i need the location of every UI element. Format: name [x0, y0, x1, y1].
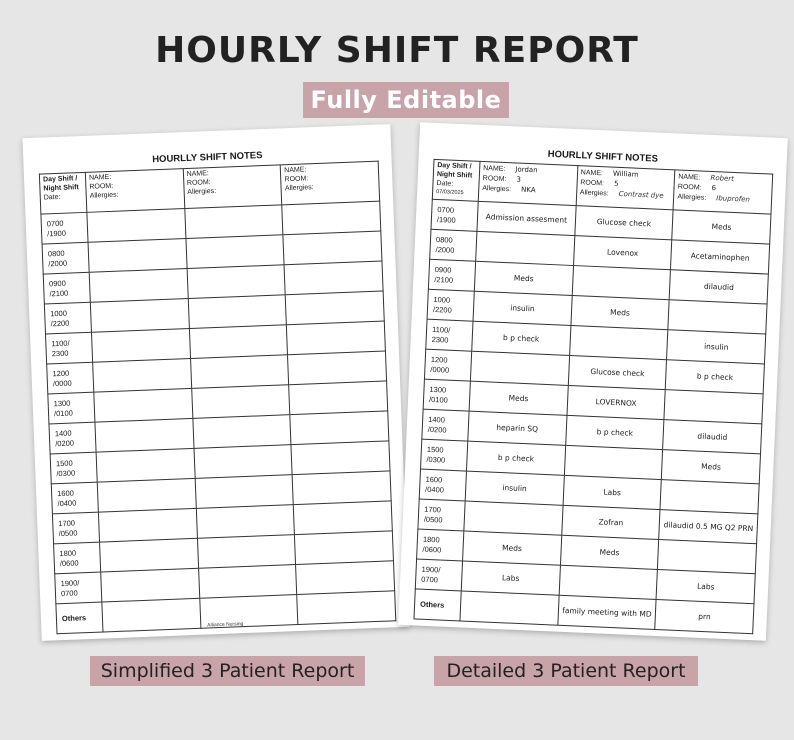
entry-cell[interactable]	[94, 388, 193, 422]
time-label: 0700 /1900	[436, 205, 456, 225]
others-label: Others	[61, 612, 87, 623]
time-label: 0700 /1900	[46, 218, 67, 238]
patient-allergies[interactable]: NKA	[520, 185, 536, 194]
entry-cell[interactable]	[568, 355, 667, 389]
entry-cell[interactable]	[660, 480, 759, 514]
entry-text: dilaudid	[703, 281, 735, 292]
entry-cell[interactable]	[561, 505, 660, 539]
time-cell	[54, 542, 101, 574]
room-label: ROOM:	[580, 179, 605, 188]
entry-text: Lovenox	[606, 247, 639, 258]
patient-header-cell[interactable]	[576, 166, 675, 210]
time-cell	[51, 482, 98, 514]
entry-cell[interactable]	[572, 266, 671, 300]
time-cell	[426, 319, 473, 351]
entry-cell[interactable]	[470, 351, 569, 385]
sheet-title: HOURLLY SHIFT NOTES	[547, 148, 659, 165]
shift-label-1: Day Shift /	[437, 162, 472, 171]
patient-room[interactable]: 6	[711, 183, 717, 192]
entry-cell[interactable]	[575, 206, 674, 240]
time-label: 0800 /2000	[47, 248, 68, 268]
entry-text: Meds	[513, 273, 534, 284]
simplified-grid	[39, 161, 396, 635]
entry-cell[interactable]	[101, 568, 200, 602]
entry-cell[interactable]	[477, 201, 576, 235]
entry-cell[interactable]	[663, 420, 762, 454]
time-cell	[48, 392, 95, 424]
shift-label-2: Night Shift	[43, 183, 79, 193]
others-label: Others	[419, 599, 445, 610]
patient-allergies[interactable]: Contrast dye	[618, 189, 664, 200]
entry-cell[interactable]	[87, 209, 186, 243]
time-cell	[44, 302, 91, 334]
patient-name[interactable]: William	[612, 169, 639, 179]
time-cell	[418, 499, 465, 531]
entry-text: Admission assesment	[485, 211, 568, 225]
entry-cell[interactable]	[100, 538, 199, 572]
entry-cell[interactable]	[292, 471, 391, 505]
entry-text: Meds	[599, 547, 620, 558]
entry-text: insulin	[510, 303, 535, 314]
time-label: 1900/ 0700	[60, 578, 80, 598]
entry-cell[interactable]	[656, 569, 755, 603]
time-cell	[428, 259, 475, 291]
allergies-label: Allergies:	[284, 183, 314, 192]
entry-text: Zofran	[598, 517, 624, 528]
entry-cell[interactable]	[90, 299, 189, 333]
footer-logo: Alliance Nursing	[207, 621, 244, 629]
shift-label-2: Night Shift	[436, 170, 473, 180]
entry-text: Labs	[696, 581, 715, 592]
entry-cell[interactable]	[287, 321, 386, 355]
entry-cell[interactable]	[469, 381, 568, 415]
date-label: Date:	[43, 193, 61, 201]
time-cell	[55, 572, 102, 604]
time-cell	[42, 242, 89, 274]
entry-cell[interactable]	[460, 591, 559, 625]
entry-cell[interactable]	[560, 535, 659, 569]
time-cell	[421, 439, 468, 471]
entry-text: insulin	[703, 341, 729, 352]
shift-header-cell	[39, 172, 87, 214]
time-label: 1600 /0400	[424, 474, 445, 495]
entry-cell[interactable]	[291, 441, 390, 475]
entry-cell[interactable]	[194, 445, 293, 479]
others-cell	[414, 589, 461, 621]
allergies-label: Allergies:	[677, 193, 707, 202]
fully-editable-badge: Fully Editable	[303, 82, 509, 118]
room-label: ROOM:	[677, 183, 702, 192]
entry-cell[interactable]	[565, 415, 664, 449]
time-label: 1400 /0200	[427, 414, 447, 435]
entry-cell[interactable]	[472, 321, 571, 355]
entry-cell[interactable]	[283, 231, 382, 265]
time-cell	[423, 379, 470, 411]
entry-cell[interactable]	[666, 360, 765, 394]
entry-cell[interactable]	[573, 236, 672, 270]
time-label: 1500 /0300	[55, 458, 76, 478]
entry-cell[interactable]	[664, 390, 763, 424]
entry-cell[interactable]	[476, 231, 575, 265]
entry-cell[interactable]	[290, 411, 389, 445]
entry-cell[interactable]	[98, 508, 197, 542]
entry-cell[interactable]	[667, 330, 766, 364]
entry-text: Glucose check	[596, 216, 652, 229]
entry-text: prn	[698, 611, 711, 622]
entry-cell[interactable]	[463, 531, 562, 565]
caption-detailed: Detailed 3 Patient Report	[434, 656, 698, 686]
time-label: 1200 /0000	[430, 355, 450, 375]
time-cell	[43, 272, 90, 304]
time-label: 0800 /2000	[435, 235, 455, 255]
entry-text: b p check	[596, 427, 634, 438]
entry-cell[interactable]	[190, 355, 289, 389]
entry-cell[interactable]	[669, 270, 768, 304]
entry-text: Labs	[501, 573, 520, 583]
entry-cell[interactable]	[294, 501, 393, 535]
allergies-label: Allergies:	[579, 188, 609, 198]
entry-cell[interactable]	[474, 261, 573, 295]
entry-cell[interactable]	[282, 201, 381, 235]
time-cell	[41, 212, 88, 244]
time-label: 1400 /0200	[54, 428, 75, 448]
time-label: 1000 /2200	[50, 308, 70, 328]
entry-cell[interactable]	[295, 531, 394, 565]
entry-cell[interactable]	[191, 385, 290, 419]
entry-text: heparin SQ	[496, 422, 539, 434]
entry-cell[interactable]	[187, 265, 286, 299]
entry-text: Acetaminophen	[690, 250, 750, 263]
entry-cell[interactable]	[193, 415, 292, 449]
entry-cell[interactable]	[658, 540, 757, 574]
entry-cell[interactable]	[288, 351, 387, 385]
entry-cell[interactable]	[668, 300, 767, 334]
shift-label-1: Day Shift /	[42, 175, 78, 184]
entry-cell[interactable]	[197, 535, 296, 569]
entry-cell[interactable]	[461, 561, 560, 595]
patient-room[interactable]: 5	[613, 179, 619, 188]
entry-text: Labs	[603, 487, 622, 498]
entry-text: b p check	[696, 371, 734, 382]
page-title: HOURLY SHIFT REPORT	[155, 30, 639, 71]
time-cell	[430, 229, 477, 261]
entry-cell[interactable]	[662, 450, 761, 484]
entry-cell[interactable]	[659, 510, 758, 544]
entry-cell[interactable]	[571, 295, 670, 329]
entry-text: Meds	[609, 307, 631, 318]
simplified-sheet	[22, 124, 409, 641]
caption-simplified: Simplified 3 Patient Report	[90, 656, 365, 686]
entry-cell[interactable]	[189, 325, 288, 359]
detailed-grid	[413, 159, 773, 634]
entry-text: Meds	[711, 221, 732, 232]
name-label: NAME:	[284, 166, 307, 175]
patient-header-cell[interactable]	[478, 161, 577, 205]
entry-cell[interactable]	[186, 235, 285, 269]
shift-header-cell	[432, 159, 480, 201]
entry-cell[interactable]	[464, 501, 563, 535]
entry-cell[interactable]	[473, 291, 572, 325]
time-label: 1700 /0500	[423, 504, 443, 525]
entry-cell[interactable]	[184, 205, 283, 239]
time-label: 1500 /0300	[426, 444, 446, 465]
allergies-label: Allergies:	[482, 184, 512, 193]
time-label: 1300 /0100	[53, 398, 74, 418]
entry-cell[interactable]	[466, 441, 565, 475]
entry-text: Glucose check	[590, 366, 645, 379]
name-label: NAME:	[88, 173, 112, 182]
time-label: 1100/ 2300	[51, 338, 70, 358]
time-cell	[431, 199, 478, 231]
entry-cell[interactable]	[557, 595, 656, 629]
room-label: ROOM:	[186, 178, 211, 187]
entry-cell[interactable]	[567, 385, 666, 419]
entry-text: Meds	[501, 543, 523, 553]
time-label: 1100/ 2300	[431, 325, 451, 345]
time-label: 1800 /0600	[59, 548, 79, 568]
time-label: 1600 /0400	[56, 488, 77, 508]
entry-cell[interactable]	[672, 210, 771, 244]
patient-name[interactable]: Robert	[710, 173, 735, 183]
time-label: 1800 /0600	[422, 534, 442, 555]
time-cell	[422, 409, 469, 441]
entry-text: Meds	[508, 393, 529, 404]
time-label: 0900 /2100	[434, 265, 454, 285]
entry-cell[interactable]	[198, 565, 297, 599]
entry-text: dilaudid	[697, 431, 728, 442]
time-cell	[417, 529, 464, 561]
entry-cell[interactable]	[285, 291, 384, 325]
time-cell	[427, 289, 474, 321]
time-cell	[50, 452, 97, 484]
patient-room[interactable]: 3	[516, 175, 522, 184]
entry-cell[interactable]	[196, 505, 295, 539]
time-label: 1000 /2200	[432, 295, 452, 315]
entry-cell[interactable]	[468, 411, 567, 445]
entry-text: insulin	[502, 482, 527, 494]
time-cell	[49, 422, 96, 454]
entry-cell[interactable]	[465, 471, 564, 505]
date-label: Date:	[436, 179, 454, 188]
entry-cell[interactable]	[97, 478, 196, 512]
date-value[interactable]: 07/03/2025	[435, 189, 464, 197]
entry-cell[interactable]	[655, 599, 754, 633]
name-label: NAME:	[186, 170, 209, 178]
entry-text: LOVERNOX	[595, 396, 637, 408]
time-cell	[46, 332, 93, 364]
patient-name[interactable]: Jordan	[515, 165, 538, 175]
patient-header-cell[interactable]	[85, 169, 184, 213]
entry-cell[interactable]	[93, 358, 192, 392]
time-cell	[47, 362, 94, 394]
name-label: NAME:	[483, 165, 506, 173]
entry-cell[interactable]	[95, 418, 194, 452]
room-label: ROOM:	[284, 175, 309, 183]
time-cell	[415, 559, 462, 591]
time-cell	[424, 349, 471, 381]
room-label: ROOM:	[89, 182, 114, 191]
allergies-label: Allergies:	[89, 191, 119, 200]
patient-header-cell[interactable]	[673, 170, 772, 214]
time-label: 1300 /0100	[428, 385, 449, 405]
entry-cell[interactable]	[89, 269, 188, 303]
sheet-title: HOURLLY SHIFT NOTES	[152, 150, 263, 166]
name-label: NAME:	[678, 173, 701, 182]
entry-text: family meeting with MD	[562, 605, 652, 619]
entry-cell[interactable]	[195, 475, 294, 509]
entry-cell[interactable]	[289, 381, 388, 415]
entry-cell[interactable]	[284, 261, 383, 295]
time-label: 1700 /0500	[58, 518, 78, 538]
entry-cell[interactable]	[671, 240, 770, 274]
room-label: ROOM:	[482, 174, 507, 183]
entry-text: b p check	[502, 332, 540, 344]
entry-cell[interactable]	[96, 448, 195, 482]
allergies-label: Allergies:	[187, 187, 217, 196]
time-cell	[52, 512, 99, 544]
entry-text: b p check	[497, 452, 535, 464]
entry-cell[interactable]	[296, 561, 395, 595]
patient-allergies[interactable]: Ibuprofen	[716, 193, 751, 204]
entry-text: Meds	[700, 461, 722, 472]
entry-cell[interactable]	[188, 295, 287, 329]
entry-cell[interactable]	[91, 328, 190, 362]
name-label: NAME:	[580, 169, 604, 178]
patient-header-cell[interactable]	[183, 165, 282, 209]
entry-cell[interactable]	[569, 325, 668, 359]
entry-cell[interactable]	[564, 445, 663, 479]
entry-cell[interactable]	[563, 475, 662, 509]
patient-header-cell[interactable]	[281, 161, 380, 205]
entry-text: dilaudid 0.5 MG Q2 PRN	[663, 520, 754, 533]
time-label: 1900/ 0700	[421, 564, 441, 584]
entry-cell[interactable]	[88, 239, 187, 273]
detailed-sheet	[398, 122, 788, 641]
time-label: 0900 /2100	[48, 278, 69, 298]
entry-cell[interactable]	[559, 565, 658, 599]
time-cell	[419, 469, 466, 501]
time-label: 1200 /0000	[52, 368, 72, 388]
